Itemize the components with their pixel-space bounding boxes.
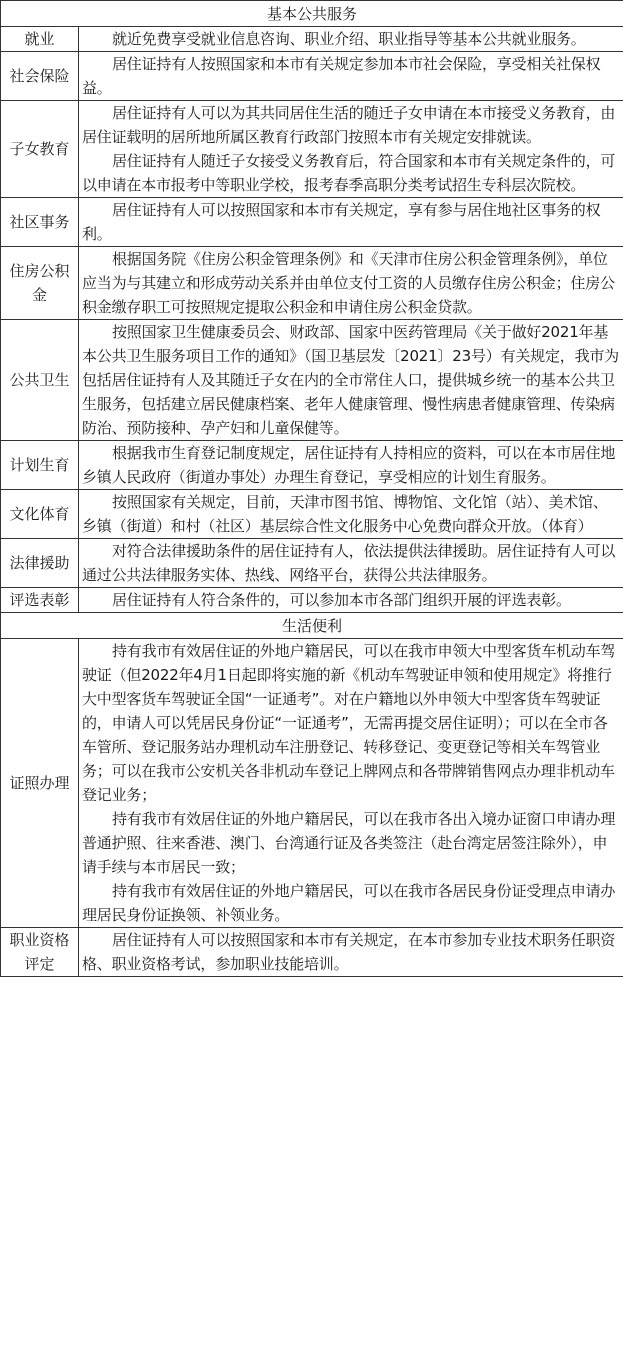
table-row: [1, 101, 623, 198]
row-content: [79, 490, 623, 539]
content-paragraph: 居住证持有人可以按照国家和本市有关规定，享有参与居住地社区事务的权利。: [82, 201, 601, 243]
content-paragraph: 对符合法律援助条件的居住证持有人，依法提供法律援助。居住证持有人可以通过公共法律服务实体、热线、网络平台，获得公共法律服务。: [82, 542, 616, 584]
row-content: [79, 588, 623, 613]
table-row: [1, 928, 623, 977]
content-paragraph: 根据我市生育登记制度规定，居住证持有人持相应的资料，可以在本市居住地乡镇人民政府（街道办事处）办理生育登记，享受相应的计划生育服务。: [82, 444, 616, 486]
table-row: [1, 441, 623, 490]
content-paragraph: 按照国家有关规定，目前，天津市图书馆、博物馆、文化馆（站）、美术馆、乡镇（街道）和村（社区）基层综合性文化服务中心免费向群众开放。（体育）: [82, 493, 608, 535]
content-paragraph: 按照国家卫生健康委员会、财政部、国家中医药管理局《关于做好2021年基本公共卫生服务项目工作的通知》（国卫基层发〔2021〕23号）有关规定，我市为包括居住证持有人及其随迁子女在内的全市常住人口，提供城乡统一的基本公共卫生服务，包括建立居民健康档案、老年人健康管理、慢性病患者健康管理、传染病防治、预防接种、孕产妇和儿童保健等。: [82, 323, 619, 437]
row-label: 就业: [1, 27, 79, 52]
table-row: [1, 247, 623, 320]
row-content: [79, 247, 623, 320]
row-label: 公共卫生: [1, 320, 79, 441]
section-title: 基本公共服务: [1, 1, 623, 27]
section-header-row: [1, 613, 623, 639]
row-label: 职业资格评定: [1, 928, 79, 977]
table-row: [1, 27, 623, 52]
table-row: [1, 320, 623, 441]
table-row: [1, 490, 623, 539]
content-paragraph: 持有我市有效居住证的外地户籍居民，可以在我市各出入境办证窗口申请办理普通护照、往来香港、澳门、台湾通行证及各类签注（赴台湾定居签注除外），申请手续与本市居民一致；: [82, 810, 616, 876]
row-content: [79, 198, 623, 247]
table-row: [1, 52, 623, 101]
row-label: 文化体育: [1, 490, 79, 539]
row-label: 证照办理: [1, 639, 79, 928]
row-label: 评选表彰: [1, 588, 79, 613]
table-row: [1, 198, 623, 247]
row-content: [79, 928, 623, 977]
row-label: 法律援助: [1, 539, 79, 588]
table-row: [1, 588, 623, 613]
row-content: [79, 320, 623, 441]
content-paragraph: 持有我市有效居住证的外地户籍居民，可以在我市申领大中型客货车机动车驾驶证（但2022年4月1日起即将实施的新《机动车驾驶证申领和使用规定》将推行大中型客货车驾驶证全国“一证通考”。对在户籍地以外申领大中型客货车驾驶证的，申请人可以凭居民身份证“一证通考”，无需再提交居住证明）；可以在全市各车管所、登记服务站办理机动车注册登记、转移登记、变更登记等相关车驾管业务；可以在我市公安机关各非机动车登记上牌网点和各带牌销售网点办理非机动车登记业务；: [82, 642, 616, 804]
content-paragraph: 居住证持有人符合条件的，可以参加本市各部门组织开展的评选表彰。: [112, 591, 571, 609]
row-content: [79, 101, 623, 198]
table-row: [1, 539, 623, 588]
content-paragraph: 居住证持有人按照国家和本市有关规定参加本市社会保险，享受相关社保权益。: [82, 55, 601, 97]
row-label: 住房公积金: [1, 247, 79, 320]
row-content: [79, 539, 623, 588]
row-label: 社会保险: [1, 52, 79, 101]
content-paragraph: 持有我市有效居住证的外地户籍居民，可以在我市各居民身份证受理点申请办理居民身份证换领、补领业务。: [82, 882, 616, 924]
row-content: [79, 639, 623, 928]
content-paragraph: 居住证持有人随迁子女接受义务教育后，符合国家和本市有关规定条件的，可以申请在本市报考中等职业学校，报考春季高职分类考试招生专科层次院校。: [82, 152, 616, 194]
row-label: 计划生育: [1, 441, 79, 490]
section-header-row: [1, 1, 623, 27]
section-title: 生活便利: [1, 613, 623, 639]
content-paragraph: 根据国务院《住房公积金管理条例》和《天津市住房公积金管理条例》，单位应当为与其建立和形成劳动关系并由单位支付工资的人员缴存住房公积金；住房公积金缴存职工可按照规定提取公积金和申请住房公积金贷款。: [82, 250, 615, 316]
row-label: 社区事务: [1, 198, 79, 247]
content-paragraph: 居住证持有人可以为其共同居住生活的随迁子女申请在本市接受义务教育，由居住证载明的居所地所属区教育行政部门按照本市有关规定安排就读。: [82, 104, 616, 146]
row-content: [79, 52, 623, 101]
row-content: [79, 27, 623, 52]
content-paragraph: 就近免费享受就业信息咨询、职业介绍、职业指导等基本公共就业服务。: [112, 30, 586, 48]
content-paragraph: 居住证持有人可以按照国家和本市有关规定，在本市参加专业技术职务任职资格、职业资格考试，参加职业技能培训。: [82, 931, 616, 973]
table-row: [1, 639, 623, 928]
row-content: [79, 441, 623, 490]
row-label: 子女教育: [1, 101, 79, 198]
